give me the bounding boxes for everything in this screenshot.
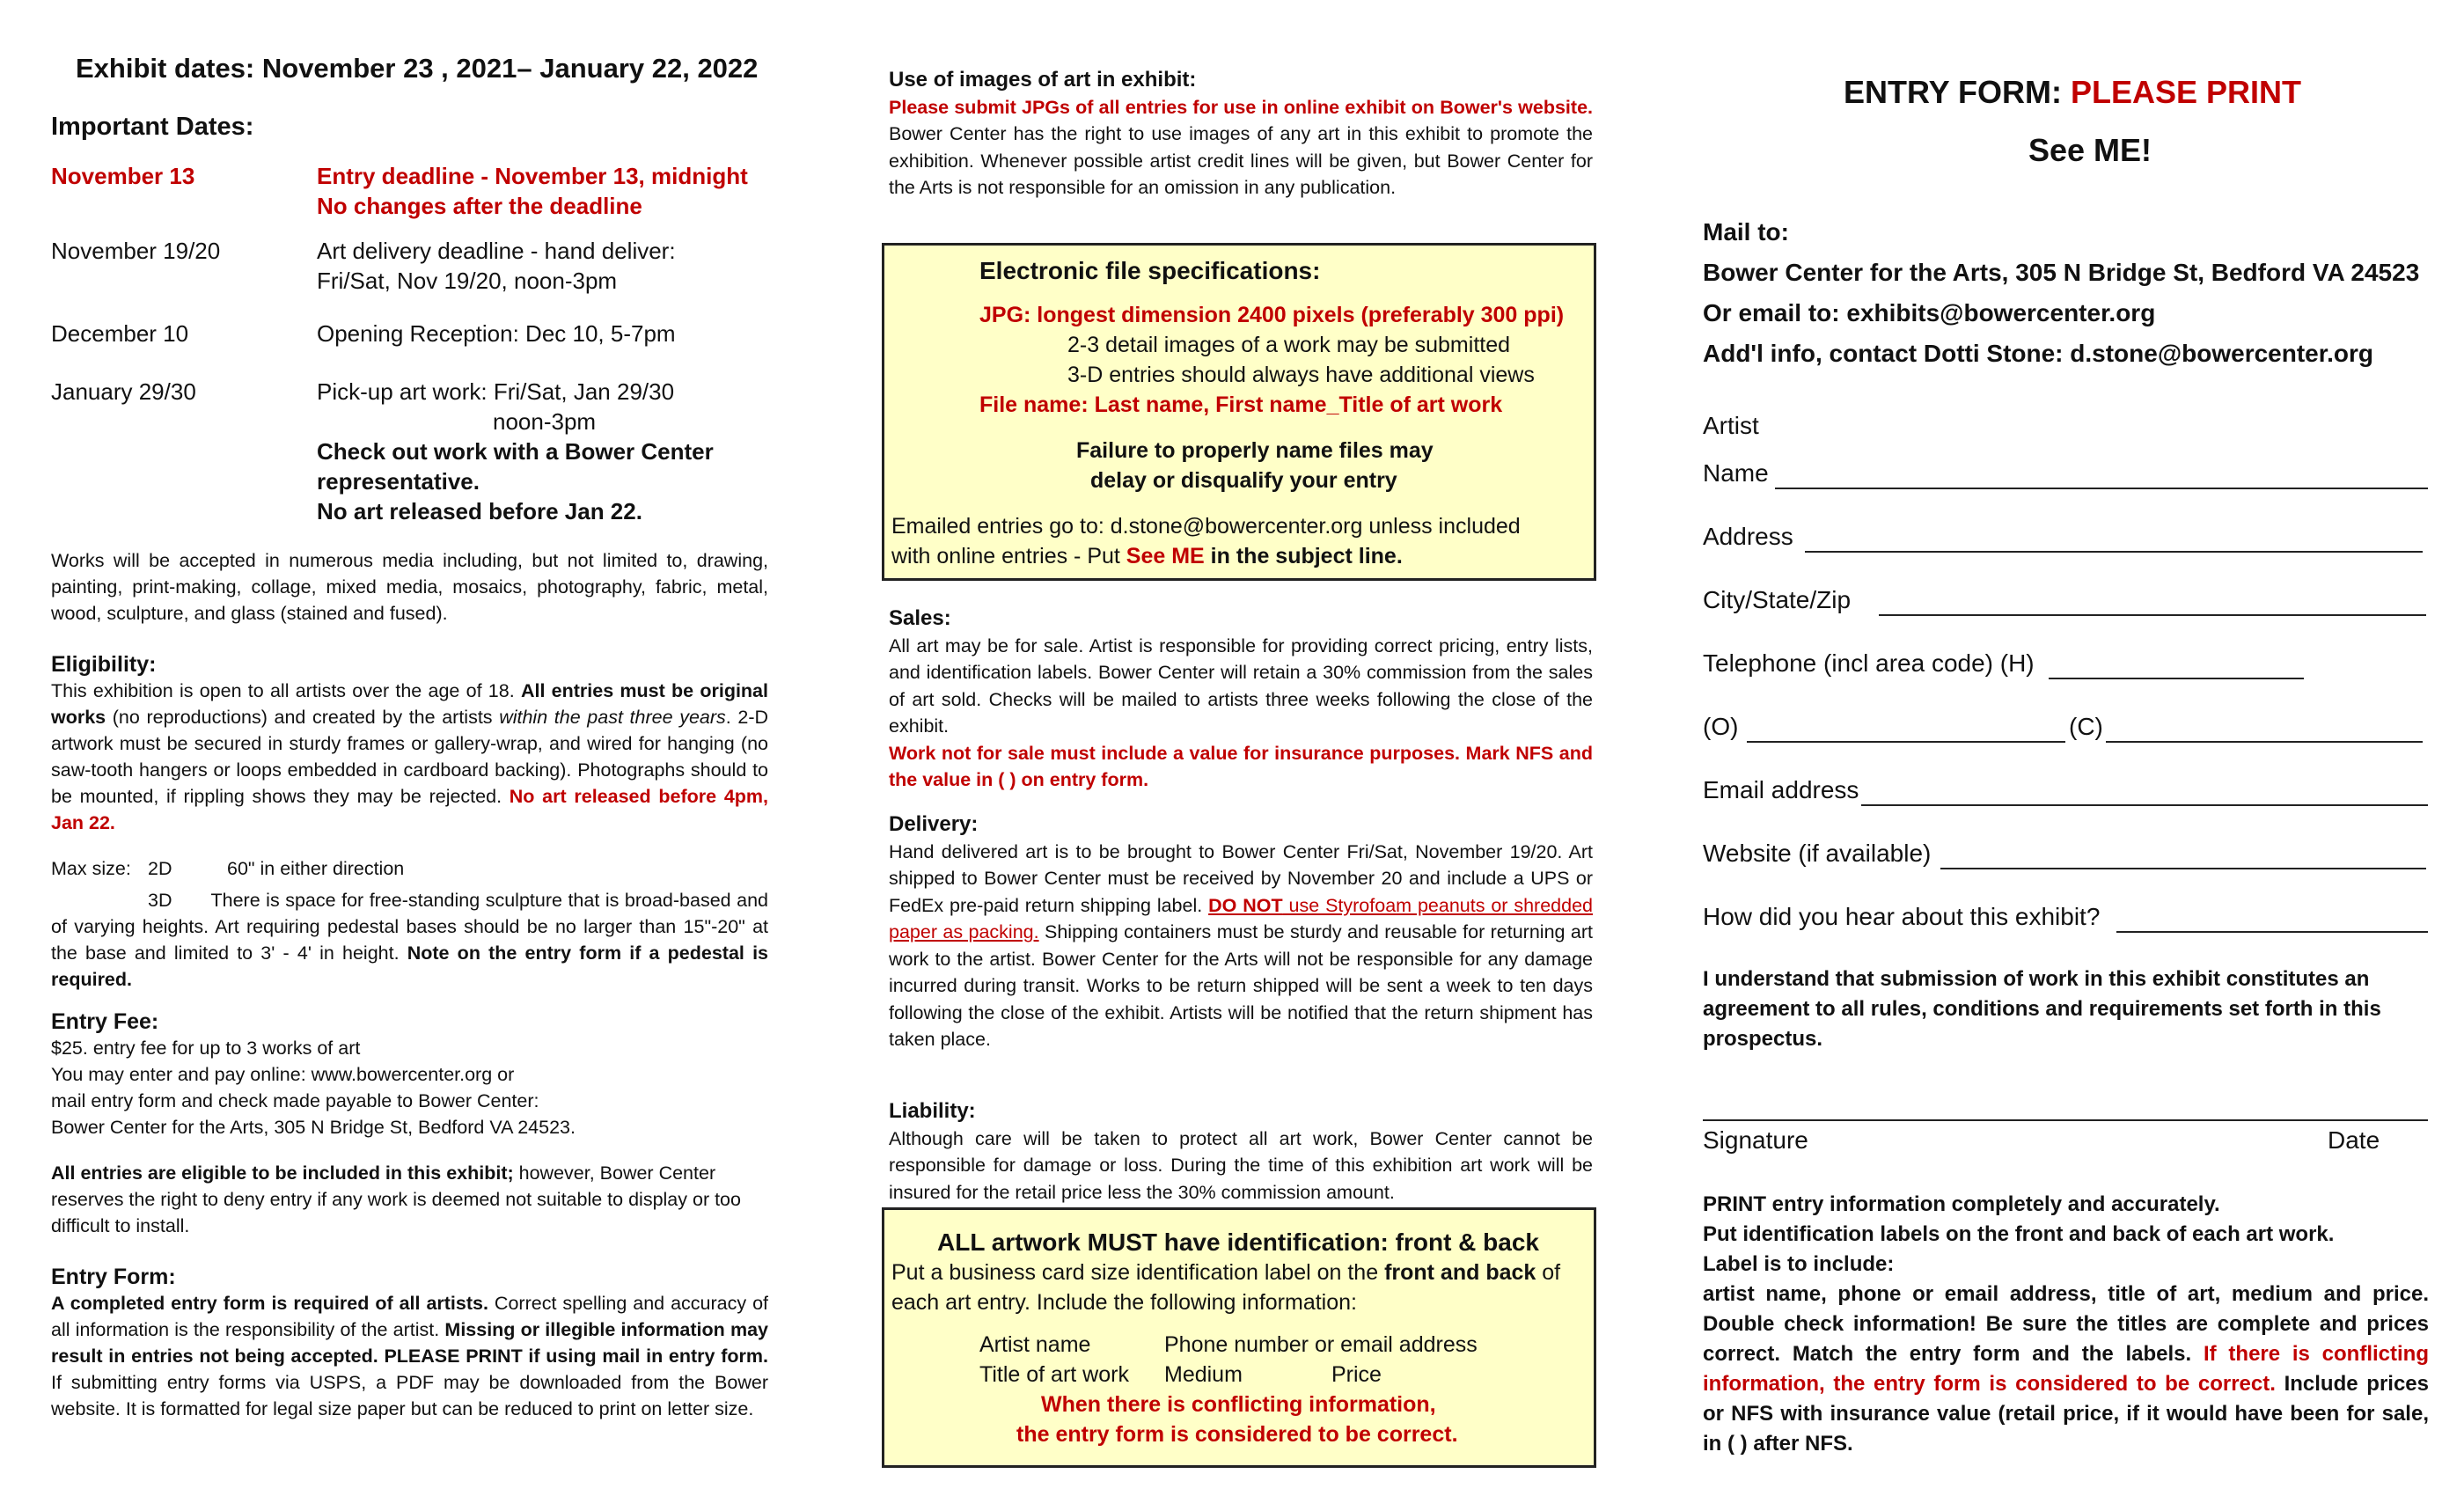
date-desc: [317, 236, 774, 296]
entry-fee-line: mail entry form and check made payable to Bower Center:: [51, 1090, 539, 1111]
file-spec-jpg: JPG: longest dimension 2400 pixels (preferably 300 ppi): [979, 303, 1565, 327]
entry-form-title: [1844, 74, 2301, 111]
liability-text: Although care will be taken to protect all art work, Bower Center cannot be responsible for damage or loss. During the time of this exhibition art work will be insured for the retail price less the 30% commission amount.: [889, 1127, 1593, 1203]
delivery-heading: Delivery:: [889, 812, 979, 836]
text-span: PLEASE PRINT: [2071, 74, 2302, 110]
city-state-zip-field[interactable]: [1879, 614, 2426, 616]
instruction-line: Label is to include:: [1703, 1252, 1895, 1276]
date-line: Check out work with a Bower Center: [317, 438, 714, 465]
signature-label: Signature: [1703, 1126, 1808, 1154]
telephone-cell-field[interactable]: [2106, 741, 2423, 743]
eligibility-section: [51, 651, 768, 836]
website-field[interactable]: [1940, 868, 2426, 869]
date-label: Date: [2328, 1126, 2380, 1154]
telephone-office-label: (O): [1703, 713, 1739, 740]
date-label: January 29/30: [51, 378, 196, 405]
max-size-3d-text: There is space for free-standing sculpture that is broad-based and of varying heights. Art requiring pedestal bases should be no larger than 15"-20" at the base and limited to 3' - 4' in height.: [51, 890, 768, 964]
entry-fee-section: [51, 1008, 768, 1140]
text-span: . 2-D artwork must be secured in sturdy frames or gallery-wrap, and wired for hanging (no saw-tooth hangers or loops embedded in cardboard backing). Photographs should to be mounted, if rippling shows they may be rejected.: [51, 707, 769, 807]
label-field-title: Title of art work: [979, 1362, 1129, 1387]
file-spec-detail: 2-3 detail images of a work may be submitted: [1067, 333, 1511, 357]
sales-nfs-note: Work not for sale must include a value for insurance purposes. Mark NFS and the value in ( ) on entry form.: [889, 742, 1593, 790]
email-to: Or email to: exhibits@bowercenter.org: [1703, 299, 2156, 326]
liability-section: [889, 1098, 1593, 1206]
date-desc: [317, 319, 774, 348]
label-field-medium: Medium: [1164, 1362, 1243, 1387]
date-label: November 19/20: [51, 238, 221, 264]
date-line: Fri/Sat, Nov 19/20, noon-3pm: [317, 268, 618, 294]
text-span: Bower Center has the right to use images of any art in this exhibit to promote the exhibition. Whenever possible artist credit lines will be given, but Bower Center for the Arts is not responsible for an omission in any publication.: [889, 123, 1593, 198]
text-span: artist name, phone or email address, title of art, medium and price. Double check information! Be sure the titles are complete and prices correct. Match the entry form and the labels.: [1703, 1282, 2429, 1366]
telephone-office-field[interactable]: [1747, 741, 2065, 743]
text-span: ENTRY FORM:: [1844, 74, 2071, 110]
city-state-zip-label: City/State/Zip: [1703, 586, 1852, 613]
text-span: A completed entry form is required of all artists.: [51, 1293, 488, 1314]
text-span: Missing or illegible information may result in entries not being accepted. PLEASE PRINT if using mail in entry form.: [51, 1319, 768, 1367]
instruction-line: Put identification labels on the front and back of each art work.: [1703, 1222, 2335, 1246]
hear-about-field[interactable]: [2116, 931, 2428, 933]
eligibility-text: [51, 678, 768, 836]
text-span: If there is conflicting information, the entry form is considered to be correct.: [1703, 1342, 2429, 1396]
max-size-2d-label: 2D: [148, 858, 172, 879]
text-span: within the past three years: [499, 707, 726, 728]
date-line: Art delivery deadline - hand deliver:: [317, 238, 676, 264]
max-size-3d-label: 3D: [148, 890, 172, 911]
text-span: Correct spelling and accuracy of all information is the responsibility of the artist.: [51, 1293, 769, 1340]
label-field-artist: Artist name: [979, 1332, 1091, 1357]
hear-about-label: How did you hear about this exhibit?: [1703, 903, 2101, 930]
agreement-text: I understand that submission of work in this exhibit constitutes an agreement to all rules, conditions and requirements set forth in this prospectus.: [1703, 967, 2381, 1051]
text-span: See ME: [1126, 544, 1205, 568]
eligible-paragraph: [51, 1160, 768, 1239]
date-label: November 13: [51, 163, 195, 189]
label-field-contact: Phone number or email address: [1164, 1332, 1478, 1357]
name-field[interactable]: [1775, 488, 2428, 489]
text-span: Hand delivered art is to be brought to Bower Center Fri/Sat, November 19/20. Art shipped to Bower Center must be received by November 20 and include a UPS or FedEx pre-paid return shipping label.: [889, 840, 1593, 916]
sales-text: All art may be for sale. Artist is responsible for providing correct pricing, entry lists, and identification labels. Bower Center will retain a 30% commission from the sales of art sold. Checks will be mailed to artists three weeks following the close of the exhibit.: [889, 634, 1593, 737]
entry-form-section: [51, 1264, 768, 1422]
max-size-2d-text: 60" in either direction: [227, 858, 405, 879]
website-label: Website (if available): [1703, 840, 1932, 867]
images-heading: Use of images of art in exhibit:: [889, 68, 1197, 92]
text-span: with online entries - Put: [891, 544, 1126, 568]
max-size-section: [51, 855, 768, 993]
text-span: in the subject line.: [1204, 544, 1403, 568]
sales-section: [889, 605, 1593, 794]
telephone-home-label: Telephone (incl area code) (H): [1703, 649, 2035, 677]
entry-fee-line: You may enter and pay online: www.bowercenter.org or: [51, 1064, 515, 1085]
eligibility-heading: Eligibility:: [51, 652, 157, 677]
signature-field[interactable]: [1703, 1119, 2428, 1121]
identification-text: [891, 1258, 1560, 1287]
file-spec-emailed: [891, 541, 1403, 571]
text-span: (no reproductions) and created by the artists: [106, 707, 500, 728]
delivery-text: [889, 839, 1593, 1053]
telephone-cell-label: (C): [2069, 713, 2103, 740]
media-paragraph: Works will be accepted in numerous media including, but not limited to, drawing, painting, print-making, collage, mixed media, mosaics, photography, fabric, metal, wood, sculpture, and glass (stained and fused).: [51, 550, 768, 624]
max-size-2d: [51, 855, 768, 887]
text-span: of: [1536, 1260, 1561, 1285]
images-text: [889, 94, 1593, 202]
entry-fee-line: $25. entry fee for up to 3 works of art: [51, 1038, 361, 1059]
exhibit-dates: Exhibit dates: November 23 , 2021– January 22, 2022: [76, 53, 759, 84]
email-field[interactable]: [1861, 804, 2428, 806]
entry-form-text: [51, 1290, 768, 1422]
text-span: Shipping containers must be sturdy and reusable for returning art work to the artist. Bower Center for the Arts will not be responsible for any damage incurred during transit. Works to be return shipped will be sent a week to ten days following the close of the exhibit. Artists will be notified that the return shipment has taken place.: [889, 921, 1593, 1050]
text-span: All entries are eligible to be included in this exhibit;: [51, 1162, 514, 1184]
date-desc: [317, 377, 774, 526]
text-span: Please submit JPGs of all entries for use in online exhibit on Bower's website.: [889, 96, 1593, 118]
identification-title: ALL artwork MUST have identification: front & back: [937, 1228, 1540, 1256]
date-line: Pick-up art work: Fri/Sat, Jan 29/30: [317, 378, 675, 405]
file-spec-emailed: Emailed entries go to: d.stone@bowercenter.org unless included: [891, 514, 1521, 539]
file-spec-filename: File name: Last name, First name_Title of art work: [979, 392, 1503, 417]
date-line: representative.: [317, 468, 480, 495]
text-span: All entries must be original works: [51, 680, 768, 728]
conflict-note: the entry form is considered to be correct.: [1016, 1422, 1458, 1447]
telephone-home-field[interactable]: [2049, 678, 2304, 679]
max-size-3d-note: Note on the entry form if a pedestal is required.: [51, 942, 768, 990]
max-size-label: Max size:: [51, 858, 131, 879]
entry-fee-line: Bower Center for the Arts, 305 N Bridge St, Bedford VA 24523.: [51, 1117, 576, 1138]
text-span: This exhibition is open to all artists over the age of 18.: [51, 680, 521, 701]
mail-to-label: Mail to:: [1703, 218, 1789, 246]
images-section: [889, 67, 1593, 202]
important-dates-heading: Important Dates:: [51, 113, 254, 141]
delivery-section: [889, 811, 1593, 1053]
text-span: No art released before 4pm, Jan 22.: [51, 786, 768, 833]
file-spec-detail: 3-D entries should always have additional views: [1067, 363, 1535, 387]
liability-heading: Liability:: [889, 1099, 976, 1123]
conflict-note: When there is conflicting information,: [1041, 1392, 1436, 1417]
file-spec-fail: delay or disqualify your entry: [1090, 468, 1397, 493]
print-instructions: [1703, 1190, 2429, 1459]
date-label: December 10: [51, 320, 189, 347]
date-line: noon-3pm: [493, 408, 597, 435]
text-span: If submitting entry forms via USPS, a PDF may be downloaded from the Bower website. It is formatted for legal size paper but can be reduced to print on letter size.: [51, 1372, 768, 1419]
text-span: front and back: [1384, 1260, 1536, 1285]
identification-box: [882, 1207, 1596, 1468]
identification-text: each art entry. Include the following information:: [891, 1290, 1357, 1315]
address-field[interactable]: [1805, 551, 2423, 553]
address-label: Address: [1703, 523, 1793, 550]
text-span: use Styrofoam peanuts or shredded paper as packing.: [889, 894, 1593, 942]
text-span: Put a business card size identification label on the: [891, 1260, 1385, 1285]
label-field-price: Price: [1331, 1362, 1382, 1387]
see-me-title: See ME!: [2028, 132, 2152, 168]
date-desc: [317, 161, 774, 221]
file-spec-title: Electronic file specifications:: [979, 257, 1321, 284]
date-line: No changes after the deadline: [317, 193, 642, 219]
file-spec-box: [882, 243, 1596, 581]
date-line: Entry deadline - November 13, midnight: [317, 163, 748, 189]
text-span: however, Bower Center reserves the right to deny entry if any work is deemed not suitable to display or too difficult to install.: [51, 1162, 741, 1236]
artist-label: Artist: [1703, 412, 1759, 439]
max-size-3d: [51, 887, 768, 993]
text-span: DO NOT: [1208, 894, 1283, 916]
date-line: Opening Reception: Dec 10, 5-7pm: [317, 320, 676, 347]
name-label: Name: [1703, 459, 1769, 487]
entry-form-heading: Entry Form:: [51, 1265, 176, 1289]
file-spec-fail: Failure to properly name files may: [1076, 438, 1434, 463]
mail-address: Bower Center for the Arts, 305 N Bridge St, Bedford VA 24523: [1703, 259, 2420, 286]
instruction-paragraph: [1703, 1280, 2429, 1459]
date-line: No art released before Jan 22.: [317, 498, 642, 524]
sales-heading: Sales:: [889, 606, 951, 630]
instruction-line: PRINT entry information completely and accurately.: [1703, 1192, 2220, 1216]
entry-fee-heading: Entry Fee:: [51, 1009, 159, 1034]
text-span: Include prices or NFS with insurance value (retail price, if it would have been for sale, in ( ) after NFS.: [1703, 1372, 2429, 1456]
additional-contact: Add'l info, contact Dotti Stone: d.stone@bowercenter.org: [1703, 340, 2373, 367]
email-label: Email address: [1703, 776, 1859, 803]
